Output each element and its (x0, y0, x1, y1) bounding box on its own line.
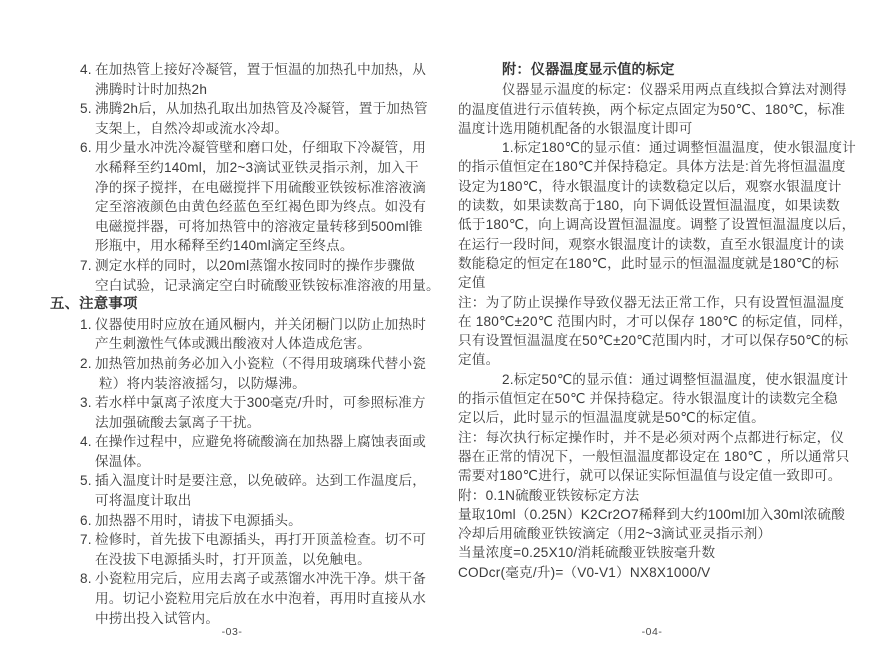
text-line: 产生刺激性气体或溅出酸液对人体造成危害。 (95, 336, 371, 352)
text-line: 定以后，此时显示的恒温温度就是50℃的标定值。 (458, 410, 765, 426)
procedure-item-6 (50, 138, 452, 256)
text-line: 当量浓度=0.25X10/消耗硫酸亚铁胺毫升数 (458, 545, 716, 561)
item-body (95, 511, 452, 531)
text-line: 净的探子搅拌，在电磁搅拌下用硫酸亚铁铵标准溶液滴 (95, 179, 427, 195)
text-line: 1.标定180℃的显示值：通过调整恒温温度，使水银温度计 (502, 140, 856, 156)
text-line: 附：0.1N硫酸亚铁铵标定方法 (458, 487, 640, 503)
item-body (95, 432, 452, 471)
page-number-right: -04- (641, 626, 663, 638)
note-item-4 (50, 432, 452, 471)
text-line: 在操作过程中，应避免将硫酸滴在加热器上腐蚀表面或 (95, 434, 427, 450)
text-line: 仪器显示温度的标定：仪器采用两点直线拟合算法对测得 (502, 82, 847, 98)
text-line: 在 180℃±20℃ 范围内时，才可以保存 180℃ 的标定值，同样， (458, 313, 853, 329)
item-body (95, 471, 452, 510)
item-body (95, 569, 452, 628)
item-body (95, 60, 452, 99)
text-line: 用少量水冲洗冷凝管壁和磨口处，仔细取下冷凝管，用 (95, 140, 427, 156)
text-line: 形瓶中，用水稀释至约140ml滴定至终点。 (95, 238, 354, 254)
note-item-5 (50, 471, 452, 510)
item-number: 7. (80, 532, 92, 548)
text-line: 的指示值恒定在50℃ 并保持稳定。待水银温度计的读数完全稳 (458, 391, 838, 407)
text-line: 注：每次执行标定操作时，并不是必须对两个点都进行标定，仪 (458, 429, 845, 445)
procedure-item-7 (50, 256, 452, 295)
item-body (95, 354, 452, 393)
text-line: 在加热管上接好冷凝管，置于恒温的加热孔中加热，从 (95, 62, 427, 77)
text-line: 定值。 (458, 352, 500, 368)
item-body (95, 393, 452, 432)
text-line: 低于180℃，向上调高设置恒温温度。调整了设置恒温温度以后， (458, 217, 856, 233)
item-number: 6. (80, 512, 92, 528)
text-line: 需要对180℃进行，就可以保证实际恒温值与设定值一致即可。 (458, 468, 842, 484)
text-line: 仪器使用时应放在通风橱内，并关闭橱门以防止加热时 (95, 316, 427, 332)
text-line: 温度计选用随机配备的水银温度计即可 (458, 120, 693, 136)
text-line: 量取10ml（0.25N）K2Cr2O7稀释到大约100ml加入30ml浓硫酸 (458, 506, 846, 522)
text-line: 数能稳定的恒定在180℃，此时显示的恒温温度就是180℃的标 (458, 255, 839, 271)
text-line: 器在正常的情况下，一般恒温温度都设定在 180℃ ，所以通常只 (458, 448, 850, 464)
item-number: 4. (80, 62, 92, 77)
text-line: 小瓷粒用完后，应用去离子或蒸馏水冲洗干净。烘干备 (95, 571, 427, 587)
text-line: 的温度值进行示值转换，两个标定点固定为50℃、180℃，标准 (458, 101, 845, 117)
text-line: 沸腾时计时加热2h (95, 81, 208, 97)
page-04 (458, 61, 868, 582)
text-line: 用。切记小瓷粒用完后放在水中泡着，再用时直接从水 (95, 591, 427, 607)
text-line: 冷却后用硫酸亚铁铵滴定（用2~3滴试亚灵指示剂） (458, 526, 772, 542)
text-line: 支架上，自然冷却或流水冷却。 (95, 120, 289, 136)
item-number: 5. (80, 473, 92, 489)
text-line: 只有设置恒温温度在50℃±20℃范围内时，才可以保存50℃的标 (458, 333, 849, 349)
note-item-8 (50, 569, 452, 628)
procedure-item-5 (50, 99, 452, 138)
item-body (95, 256, 452, 295)
text-line: 在没拔下电源插头时，打开顶盖，以免触电。 (95, 551, 371, 567)
text-line: 法加强硫酸去氯离子干扰。 (95, 414, 261, 430)
item-number: 8. (80, 571, 92, 587)
item-number: 5. (80, 101, 92, 117)
item-number: 4. (80, 434, 92, 450)
note-item-6 (50, 511, 452, 531)
item-body (95, 138, 452, 256)
text-line: 加热管加热前务必加入小瓷粒（不得用玻璃珠代替小瓷 (95, 355, 427, 371)
note-item-1 (50, 315, 452, 354)
item-number: 3. (80, 395, 92, 411)
text-line: 定值 (458, 275, 486, 291)
item-number: 7. (80, 257, 92, 273)
item-number: 2. (80, 355, 92, 371)
text-line: 2.标定50℃的显示值：通过调整恒温温度，使水银温度计 (502, 371, 849, 387)
text-line: 设定为180℃，待水银温度计的读数稳定以后，观察水银温度计 (458, 178, 842, 194)
text-line: 沸腾2h后，从加热孔取出加热管及冷凝管，置于加热管 (95, 101, 428, 117)
note-item-2 (50, 354, 452, 393)
notes-section-title: 五、注意事项 (50, 296, 138, 313)
text-line: 注：为了防止误操作导致仪器无法正常工作，只有设置恒温温度 (458, 294, 845, 310)
note-item-7 (50, 530, 452, 569)
calibration-title: 附：仪器温度显示值的标定 (502, 62, 675, 78)
text-line: 测定水样的同时，以20ml蒸馏水按同时的操作步骤做 (95, 257, 415, 273)
procedure-item-4 (50, 60, 452, 99)
text-line: 粒）将内装溶液摇匀，以防爆沸。 (99, 375, 306, 391)
text-line: 电磁搅拌器，可将加热管中的溶液定量转移到500ml锥 (95, 218, 423, 234)
text-line: 中捞出投入试管内。 (95, 610, 220, 626)
text-line: 插入温度计时是要注意，以免破碎。达到工作温度后， (95, 473, 427, 489)
text-line: 检修时，首先拔下电源插头，再打开顶盖检查。切不可 (95, 532, 427, 548)
text-line: 若水样中氯离子浓度大于300毫克/升时，可参照标准方 (95, 395, 426, 411)
item-number: 1. (80, 316, 92, 332)
text-line: 定至溶液颜色由黄色经蓝色至红褐色即为终点。如没有 (95, 199, 427, 215)
text-line: 空白试验，记录滴定空白时硫酸亚铁铵标准溶液的用量。 (95, 277, 440, 293)
text-line: CODcr(毫克/升)=（V0-V1）NX8X1000/V (458, 564, 711, 580)
page-03 (50, 60, 452, 628)
text-line: 在运行一段时间，观察水银温度计的读数，直至水银温度计的读 (458, 236, 845, 252)
item-body (95, 530, 452, 569)
text-line: 水稀释至约140ml，加2~3滴试亚铁灵指示剂，加入干 (95, 159, 419, 175)
text-line: 的指示值恒定在180℃并保持稳定。具体方法是:首先将恒温温度 (458, 159, 846, 175)
page-number-left: -03- (221, 626, 243, 638)
text-line: 可将温度计取出 (95, 493, 192, 509)
text-line: 的读数，如果读数高于180，向下调低设置恒温温度，如果读数 (458, 198, 840, 214)
text-line: 保温体。 (95, 453, 151, 469)
item-body (95, 99, 452, 138)
note-item-3 (50, 393, 452, 432)
item-number: 6. (80, 140, 92, 156)
text-line: 加热器不用时，请拔下电源插头。 (95, 512, 302, 528)
item-body (95, 315, 452, 354)
